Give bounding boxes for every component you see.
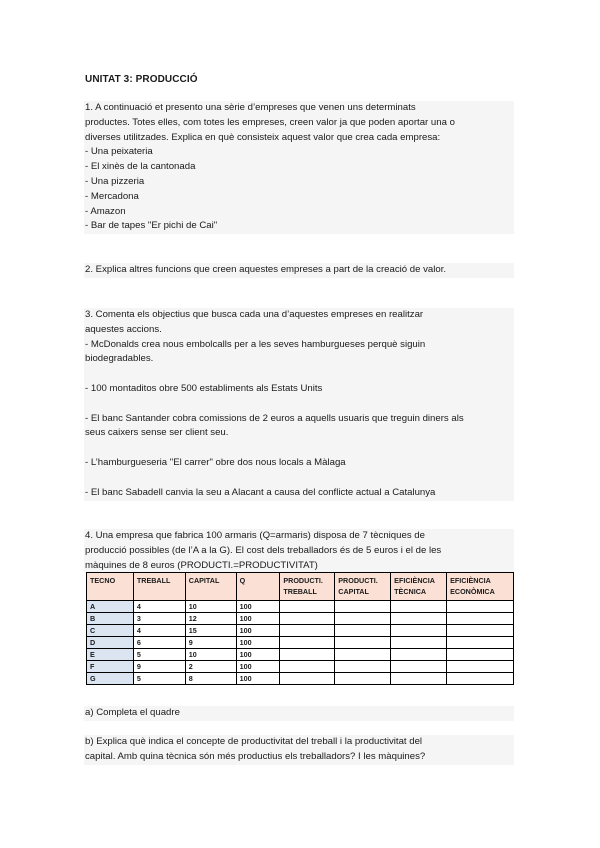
question-4: [84, 529, 514, 573]
table-row: [87, 649, 514, 661]
cell-tecno: D: [87, 637, 134, 649]
cell-empty[interactable]: [280, 625, 335, 637]
header-text: PRODUCTI.: [338, 576, 378, 585]
cell-tecno: C: [87, 625, 134, 637]
cell-treball: 4: [133, 601, 185, 613]
cell-tecno: F: [87, 661, 134, 673]
cell-empty[interactable]: [391, 601, 447, 613]
question-1-line: diverses utilitzades. Explica en què consisteix aquest valor que crea cada empresa:: [85, 131, 441, 143]
question-1-item: - Una peixateria: [85, 146, 153, 158]
question-3-item: - El banc Santander cobra comissions de 2 euros a aquells usuaris que treguin diners als: [85, 412, 464, 424]
cell-empty[interactable]: [447, 613, 514, 625]
header-text: EFICIÈNCIA: [394, 576, 435, 585]
question-4-line: producció possibles (de l’A a la G). El cost dels treballadors és de 5 euros i el de les: [85, 544, 442, 556]
cell-empty[interactable]: [447, 661, 514, 673]
table-row: [87, 637, 514, 649]
cell-empty[interactable]: [335, 625, 391, 637]
question-2: [84, 263, 514, 278]
header-treball: TREBALL: [133, 573, 185, 601]
cell-treball: 5: [133, 649, 185, 661]
cell-empty[interactable]: [391, 673, 447, 685]
question-3-line: 3. Comenta els objectius que busca cada una d’aquestes empreses en realitzar: [85, 309, 424, 320]
question-1-line: productes. Totes elles, com totes les empreses, creen valor ja que poden aportar una o: [85, 116, 455, 128]
cell-empty[interactable]: [391, 637, 447, 649]
cell-capital: 12: [185, 613, 236, 625]
page-title: UNITAT 3: PRODUCCIÓ: [85, 74, 198, 85]
cell-treball: 9: [133, 661, 185, 673]
cell-empty[interactable]: [391, 661, 447, 673]
question-1-item: - Mercadona: [85, 190, 139, 202]
cell-empty[interactable]: [280, 649, 335, 661]
cell-treball: 4: [133, 625, 185, 637]
cell-tecno: E: [87, 649, 134, 661]
table-row: [87, 601, 514, 613]
cell-empty[interactable]: [280, 637, 335, 649]
header-productivitat-capital: [335, 573, 391, 601]
table-header-row: [87, 573, 514, 601]
cell-tecno: B: [87, 613, 134, 625]
cell-treball: 6: [133, 637, 185, 649]
question-4b-line: capital. Amb quina tècnica són més productius els treballadors? I les màquines?: [85, 750, 426, 762]
header-q: Q: [236, 573, 280, 601]
question-3-item: biodegradables.: [85, 353, 154, 365]
cell-q: 100: [236, 649, 280, 661]
header-tecno: TECNO: [87, 573, 134, 601]
cell-treball: 3: [133, 613, 185, 625]
cell-capital: 2: [185, 661, 236, 673]
cell-empty[interactable]: [391, 613, 447, 625]
question-4-line: 4. Una empresa que fabrica 100 armaris (Q=armaris) disposa de 7 tècniques de: [85, 530, 425, 541]
cell-q: 100: [236, 637, 280, 649]
header-productivitat-treball: [280, 573, 335, 601]
cell-capital: 15: [185, 625, 236, 637]
question-4-line: màquines de 8 euros (PRODUCTI.=PRODUCTIVITAT): [85, 559, 318, 571]
cell-q: 100: [236, 601, 280, 613]
header-eficiencia-economica: [447, 573, 514, 601]
header-text: TÈCNICA: [394, 587, 427, 596]
production-table: [86, 572, 514, 685]
header-text: CAPITAL: [338, 587, 369, 596]
cell-empty[interactable]: [335, 649, 391, 661]
cell-q: 100: [236, 661, 280, 673]
cell-empty[interactable]: [335, 601, 391, 613]
cell-capital: 9: [185, 637, 236, 649]
question-3-line: aquestes accions.: [85, 323, 162, 335]
question-1-item: - Amazon: [85, 205, 126, 217]
cell-empty[interactable]: [280, 661, 335, 673]
table-row: [87, 673, 514, 685]
cell-empty[interactable]: [391, 625, 447, 637]
cell-tecno: G: [87, 673, 134, 685]
cell-empty[interactable]: [335, 673, 391, 685]
cell-empty[interactable]: [447, 625, 514, 637]
cell-capital: 10: [185, 601, 236, 613]
question-2-line: 2. Explica altres funcions que creen aquestes empreses a part de la creació de valor.: [85, 264, 447, 275]
header-text: PRODUCTI.: [283, 576, 323, 585]
table-row: [87, 625, 514, 637]
header-text: EFICIÈNCIA: [450, 576, 491, 585]
question-3-item: - 100 montaditos obre 500 establiments als Estats Units: [85, 382, 323, 394]
header-capital: CAPITAL: [185, 573, 236, 601]
question-1: [84, 101, 514, 234]
cell-treball: 5: [133, 673, 185, 685]
cell-capital: 10: [185, 649, 236, 661]
cell-empty[interactable]: [280, 601, 335, 613]
question-1-item: - Una pizzeria: [85, 175, 145, 187]
question-4b-line: b) Explica què indica el concepte de productivitat del treball i la productivitat del: [85, 736, 423, 747]
question-1-item: - El xinès de la cantonada: [85, 161, 196, 173]
question-4a-line: a) Completa el quadre: [85, 707, 180, 718]
table-row: [87, 661, 514, 673]
question-1-item: - Bar de tapes "Er pichi de Cai": [85, 220, 218, 232]
cell-empty[interactable]: [280, 613, 335, 625]
cell-empty[interactable]: [335, 661, 391, 673]
cell-empty[interactable]: [335, 637, 391, 649]
cell-empty[interactable]: [447, 637, 514, 649]
question-3-item: - L’hamburgueseria "El carrer" obre dos nous locals a Màlaga: [85, 456, 346, 468]
cell-tecno: A: [87, 601, 134, 613]
cell-empty[interactable]: [447, 601, 514, 613]
header-text: ECONÒMICA: [450, 587, 495, 596]
question-3-item: - McDonalds crea nous embolcalls per a les seves hamburgueses perquè siguin: [85, 338, 426, 350]
question-1-line: 1. A continuació et presento una sèrie d’empreses que venen uns determinats: [85, 102, 416, 113]
cell-empty[interactable]: [447, 649, 514, 661]
cell-q: 100: [236, 613, 280, 625]
question-3: [84, 308, 514, 501]
question-3-item: seus caixers sense ser client seu.: [85, 427, 229, 439]
question-3-item: - El banc Sabadell canvia la seu a Alacant a causa del conflicte actual a Catalunya: [85, 486, 436, 498]
question-4a: [84, 706, 514, 721]
cell-q: 100: [236, 625, 280, 637]
table-row: [87, 613, 514, 625]
header-eficiencia-tecnica: [391, 573, 447, 601]
header-text: TREBALL: [283, 587, 317, 596]
cell-capital: 8: [185, 673, 236, 685]
cell-empty[interactable]: [447, 673, 514, 685]
cell-empty[interactable]: [335, 613, 391, 625]
question-4b: [84, 735, 514, 765]
cell-q: 100: [236, 673, 280, 685]
cell-empty[interactable]: [391, 649, 447, 661]
cell-empty[interactable]: [280, 673, 335, 685]
